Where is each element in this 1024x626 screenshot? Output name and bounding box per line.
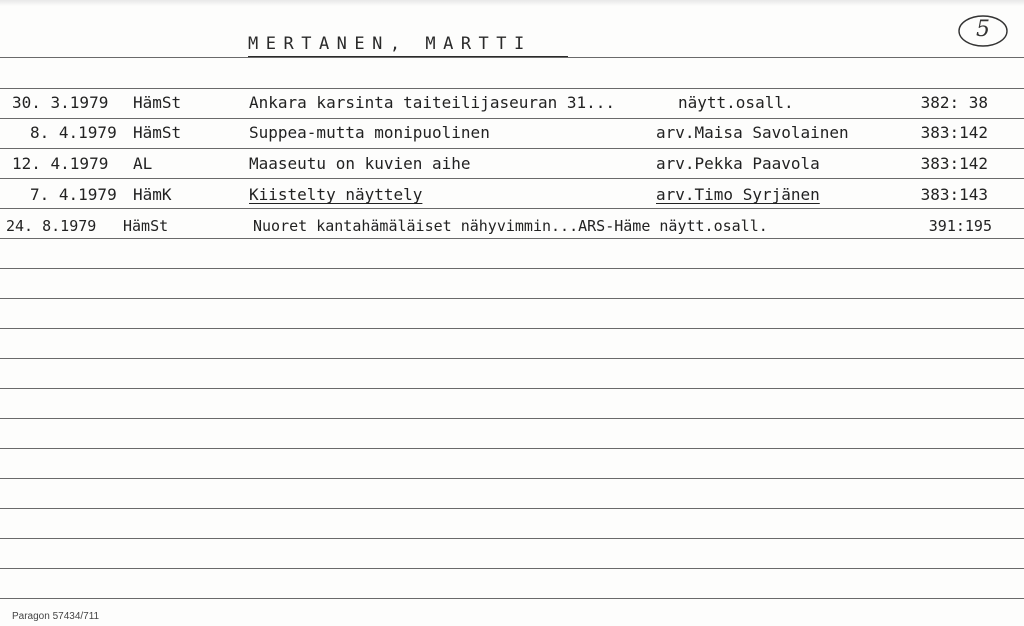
- rule-line: [0, 388, 1024, 389]
- entry-date: 7. 4.1979: [30, 185, 117, 204]
- entry-row: [0, 185, 1024, 215]
- entry-ref: 391:195: [928, 217, 992, 235]
- card-top-edge: [0, 0, 1024, 6]
- entry-source: AL: [133, 154, 153, 173]
- rule-line: [0, 568, 1024, 569]
- entry-ref: 383:143: [920, 185, 988, 204]
- entry-source: HämSt: [133, 123, 182, 142]
- entry-row: [0, 154, 1024, 184]
- entry-note: arv.Maisa Savolainen: [656, 123, 849, 142]
- entry-row: [0, 123, 1024, 153]
- entry-note: arv.Timo Syrjänen: [656, 185, 820, 204]
- entry-title: Suppea-mutta monipuolinen: [249, 123, 490, 142]
- rule-line: [0, 358, 1024, 359]
- entry-source: HämSt: [123, 217, 169, 235]
- entry-ref: 383:142: [920, 154, 988, 173]
- rule-line: [0, 57, 1024, 58]
- entry-title: Nuoret kantahämäläiset nähyvimmin...ARS-Häme näytt.osall.: [253, 217, 768, 235]
- entry-note: näytt.osall.: [678, 93, 794, 112]
- rule-line: [0, 298, 1024, 299]
- rule-line: [0, 88, 1024, 89]
- entry-source: HämSt: [133, 93, 182, 112]
- card-title: MERTANEN, MARTTI: [248, 34, 532, 54]
- page-number: 5: [976, 17, 990, 42]
- entry-title: Ankara karsinta taiteilijaseuran 31...: [249, 93, 616, 112]
- rule-line: [0, 268, 1024, 269]
- page-number-circle: [957, 14, 1009, 48]
- rule-line: [0, 478, 1024, 479]
- entry-row: [0, 217, 1024, 247]
- rule-line: [0, 538, 1024, 539]
- entry-date: 12. 4.1979: [12, 154, 109, 173]
- rule-line: [0, 598, 1024, 599]
- entry-note: arv.Pekka Paavola: [656, 154, 820, 173]
- rule-line: [0, 418, 1024, 419]
- entry-date: 8. 4.1979: [30, 123, 117, 142]
- entry-title: Kiistelty näyttely: [249, 185, 423, 204]
- rule-line: [0, 448, 1024, 449]
- entry-date: 24. 8.1979: [6, 217, 97, 235]
- printer-imprint: Paragon 57434/711: [12, 611, 100, 622]
- entry-ref: 383:142: [920, 123, 988, 142]
- entry-row: [0, 93, 1024, 123]
- entry-ref: 382: 38: [920, 93, 988, 112]
- entry-date: 30. 3.1979: [12, 93, 109, 112]
- rule-line: [0, 508, 1024, 509]
- rule-line: [0, 328, 1024, 329]
- entry-title: Maaseutu on kuvien aihe: [249, 154, 471, 173]
- entry-source: HämK: [133, 185, 172, 204]
